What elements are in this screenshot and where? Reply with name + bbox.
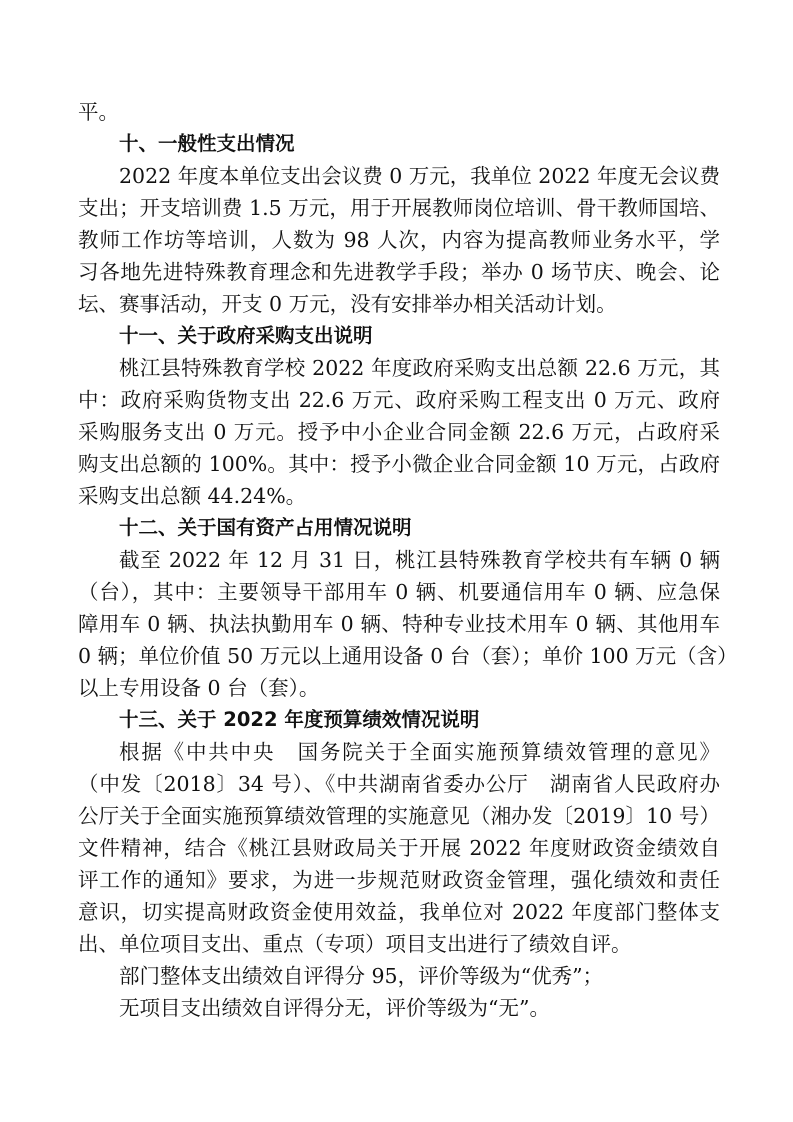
text-line: 出、单位项目支出、重点（专项）项目支出进行了绩效自评。	[78, 932, 632, 956]
text-line: 0 辆；单位价值 50 万元以上通用设备 0 台（套）；单价 100 万元（含）	[78, 644, 738, 668]
text-line: 采购服务支出 0 万元。授予中小企业合同金额 22.6 万元，占政府采	[78, 420, 720, 444]
text-line: 以上专用设备 0 台（套）。	[78, 676, 320, 700]
text-line: 桃江县特殊教育学校 2022 年度政府采购支出总额 22.6 万元，其	[119, 356, 720, 380]
text-line: 采购支出总额 44.24%。	[78, 484, 307, 508]
text-line: 公厅关于全面实施预算绩效管理的实施意见（湘办发〔2019〕10 号）	[78, 804, 720, 828]
text-line: 文件精神，结合《桃江县财政局关于开展 2022 年度财政资金绩效自	[78, 836, 720, 860]
section-heading-10: 十、一般性支出情况	[119, 132, 295, 155]
section-heading-11: 十一、关于政府采购支出说明	[119, 324, 373, 347]
section-heading-13: 十三、关于 2022 年度预算绩效情况说明	[119, 708, 480, 731]
text-line: 平。	[78, 100, 119, 124]
text-line: （中发〔2018〕34 号）、《中共湖南省委办公厅 湖南省人民政府办	[78, 772, 720, 796]
text-line: （台），其中：主要领导干部用车 0 辆、机要通信用车 0 辆、应急保	[78, 580, 720, 604]
text-line: 截至 2022 年 12 月 31 日，桃江县特殊教育学校共有车辆 0 辆	[119, 548, 720, 572]
document-page	[78, 96, 738, 1024]
section-heading-12: 十二、关于国有资产占用情况说明	[119, 516, 412, 539]
text-line: 根据《中共中央 国务院关于全面实施预算绩效管理的意见》	[119, 740, 720, 764]
text-line: 坛、赛事活动，开支 0 万元，没有安排举办相关活动计划。	[78, 292, 617, 316]
text-line: 障用车 0 辆、执法执勤用车 0 辆、特种专业技术用车 0 辆、其他用车	[78, 612, 720, 636]
text-line: 习各地先进特殊教育理念和先进教学手段；举办 0 场节庆、晚会、论	[78, 260, 720, 284]
text-line: 无项目支出绩效自评得分无，评价等级为“无”。	[119, 996, 550, 1020]
text-line: 意识，切实提高财政资金使用效益，我单位对 2022 年度部门整体支	[78, 900, 720, 924]
text-line: 支出；开支培训费 1.5 万元，用于开展教师岗位培训、骨干教师国培、	[78, 196, 720, 220]
text-line: 中：政府采购货物支出 22.6 万元、政府采购工程支出 0 万元、政府	[78, 388, 720, 412]
text-line: 部门整体支出绩效自评得分 95，评价等级为“优秀”；	[119, 964, 604, 988]
text-line: 2022 年度本单位支出会议费 0 万元，我单位 2022 年度无会议费	[119, 164, 720, 188]
text-line: 购支出总额的 100%。其中：授予小微企业合同金额 10 万元，占政府	[78, 452, 720, 476]
text-line: 评工作的通知》要求，为进一步规范财政资金管理，强化绩效和责任	[78, 868, 720, 892]
text-line: 教师工作坊等培训，人数为 98 人次，内容为提高教师业务水平，学	[78, 228, 720, 252]
